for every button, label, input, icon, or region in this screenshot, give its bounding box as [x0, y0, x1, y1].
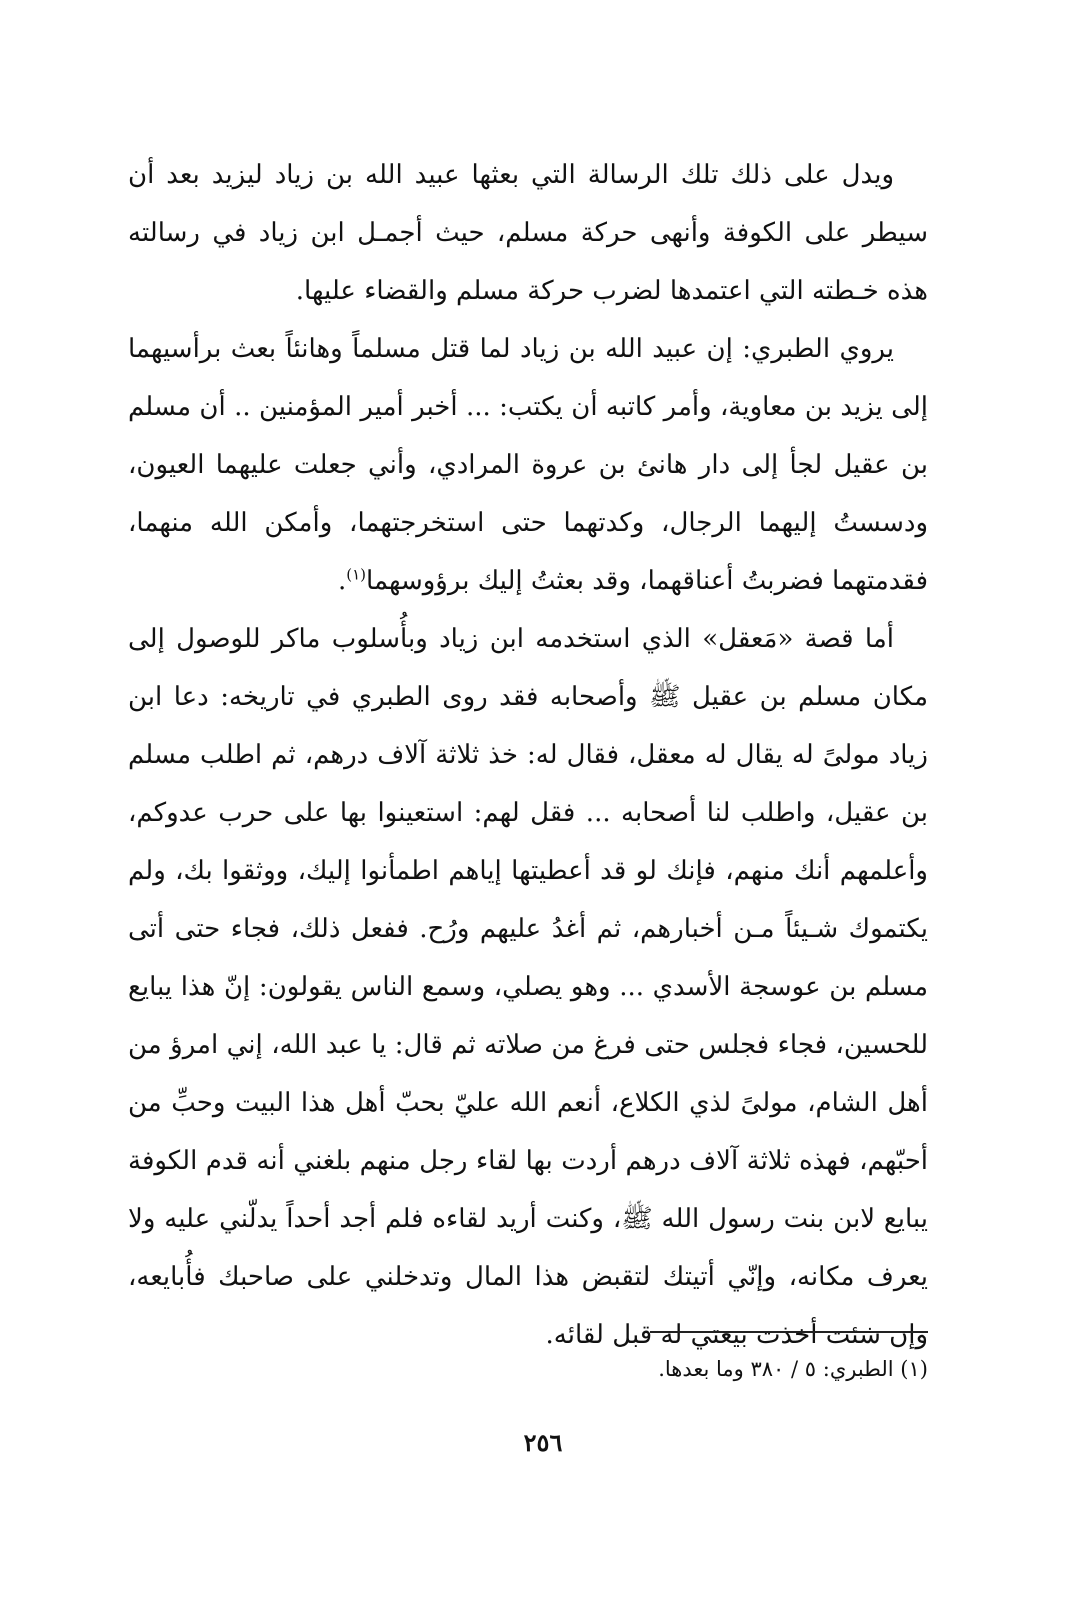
paragraph-with-footnote [128, 320, 928, 610]
paragraph-text: يروي الطبري: إن عبيد الله بن زياد لما قتل مسلماً وهانئاً بعث برأسيهما إلى يزيد بن معاوية، وأمر كاتبه أن يكتب: ... أخبر أمير المؤمنين .. أن مسلم بن عقيل لجأ إلى دار هانئ بن عروة المرادي، وأني جعلت عليهما العيون، ودسستُ إليهما الرجال، وكدتهما حتى استخرجتهما، وأمكن الله منهما، فقدمتهما فضربتُ أعناقهما، وقد بعثتُ إليك برؤوسهما [128, 334, 928, 596]
footnote-divider [650, 1331, 928, 1333]
body-paragraph-1 [128, 146, 928, 320]
paragraph-end-punctuation: . [337, 566, 347, 596]
body-paragraph-3 [128, 610, 928, 1364]
body-paragraph-2 [128, 320, 928, 610]
footnote-1: (١) الطبري: ٥ / ٣٨٠ وما بعدها. [658, 1357, 928, 1381]
footnote-reference: (١) [346, 565, 367, 584]
page-number: ٢٥٦ [523, 1428, 563, 1457]
paragraph-text: ويدل على ذلك تلك الرسالة التي بعثها عبيد الله بن زياد ليزيد بعد أن سيطر على الكوفة وأنهى حركة مسلم، حيث أجمـل ابن زياد في رسالته هذه خـطته التي اعتمدها لضرب حركة مسلم والقضاء عليها. [128, 160, 928, 306]
paragraph-text: أما قصة «مَعقل» الذي استخدمه ابن زياد وبأُسلوب ماكر للوصول إلى مكان مسلم بن عقيل ﷺ وأصحابه فقد روى الطبري في تاريخه: دعا ابن زياد مولىً له يقال له معقل، فقال له: خذ ثلاثة آلاف درهم، ثم اطلب مسلم بن عقيل، واطلب لنا أصحابه ... فقل لهم: استعينوا بها على حرب عدوكم، وأعلمهم أنك منهم، فإنك لو قد أعطيتها إياهم اطمأنوا إليك، ووثقوا بك، ولم يكتموك شـيئاً مـن أخبارهم، ثم أغدُ عليهم ورُح. ففعل ذلك، فجاء حتى أتى مسلم بن عوسجة الأسدي ... وهو يصلي، وسمع الناس يقولون: إنّ هذا يبايع للحسين، فجاء فجلس حتى فرغ من صلاته ثم قال: يا عبد الله، إني امرؤ من أهل الشام، مولىً لذي الكلاع، أنعم الله عليّ بحبّ أهل هذا البيت وحبِّ من أحبّهم، فهذه ثلاثة آلاف درهم أردت بها لقاء رجل منهم بلغني أنه قدم الكوفة يبايع لابن بنت رسول الله ﷺ، وكنت أريد لقاءه فلم أجد أحداً يدلّني عليه ولا يعرف مكانه، وإنّي أتيتك لتقبض هذا المال وتدخلني على صاحبك فأُبايعه، وإن شئت أخذت بيعتي له قبل لقائه. [128, 624, 928, 1350]
